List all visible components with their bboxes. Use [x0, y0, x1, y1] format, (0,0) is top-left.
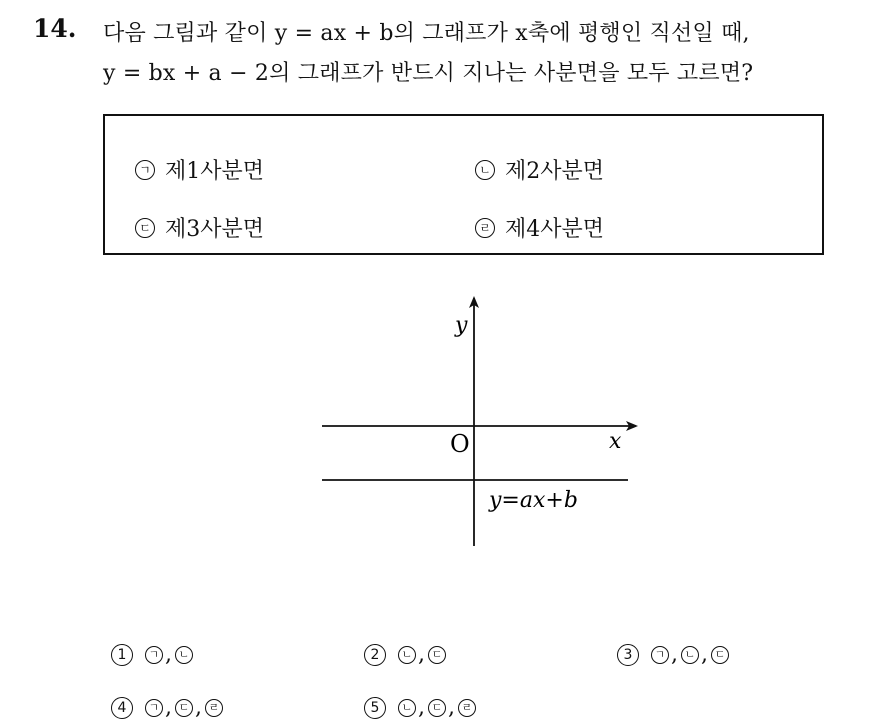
circled-marker: ㄴ — [398, 699, 416, 717]
choice-number: 3 — [617, 644, 639, 666]
question-number: 14. — [33, 14, 77, 43]
circled-marker: ㄹ — [205, 699, 223, 717]
choice-number: 5 — [364, 697, 386, 719]
circled-marker: ㄱ — [145, 646, 163, 664]
circled-marker: ㄴ — [681, 646, 699, 664]
choice-number: 4 — [111, 697, 133, 719]
circled-marker: ㄹ — [458, 699, 476, 717]
circled-marker-2: ㄴ — [475, 160, 495, 180]
box-item-label: 제1사분면 — [165, 159, 265, 184]
box-item-label: 제4사분면 — [505, 217, 605, 242]
choice-5[interactable]: 5 ㄴ , ㄷ , ㄹ — [364, 695, 476, 720]
choice-number: 1 — [111, 644, 133, 666]
choice-1[interactable]: 1 ㄱ , ㄴ — [111, 642, 193, 667]
circled-marker: ㄷ — [711, 646, 729, 664]
origin-label: O — [450, 430, 470, 458]
circled-marker: ㄴ — [175, 646, 193, 664]
choice-4[interactable]: 4 ㄱ , ㄷ , ㄹ — [111, 695, 223, 720]
circled-marker: ㄷ — [428, 646, 446, 664]
circled-marker: ㄷ — [428, 699, 446, 717]
choice-number: 2 — [364, 644, 386, 666]
x-axis-label: x — [609, 429, 622, 454]
circled-marker: ㄱ — [651, 646, 669, 664]
circled-marker: ㄴ — [398, 646, 416, 664]
choice-3[interactable]: 3 ㄱ , ㄴ , ㄷ — [617, 642, 729, 667]
circled-marker-4: ㄹ — [475, 218, 495, 238]
circled-marker-3: ㄷ — [135, 218, 155, 238]
choice-2[interactable]: 2 ㄴ , ㄷ — [364, 642, 446, 667]
circled-marker-1: ㄱ — [135, 160, 155, 180]
y-axis-label: y — [455, 313, 468, 338]
line-label: y=ax+b — [489, 488, 578, 513]
question-text-line1: 다음 그림과 같이 y = ax + b의 그래프가 x축에 평행인 직선일 때, — [103, 21, 750, 46]
circled-marker: ㄷ — [175, 699, 193, 717]
circled-marker: ㄱ — [145, 699, 163, 717]
box-item-label: 제2사분면 — [505, 159, 605, 184]
question-text-line2: y = bx + a − 2의 그래프가 반드시 지나는 사분면을 모두 고르면? — [103, 61, 754, 86]
box-item-label: 제3사분면 — [165, 217, 265, 242]
